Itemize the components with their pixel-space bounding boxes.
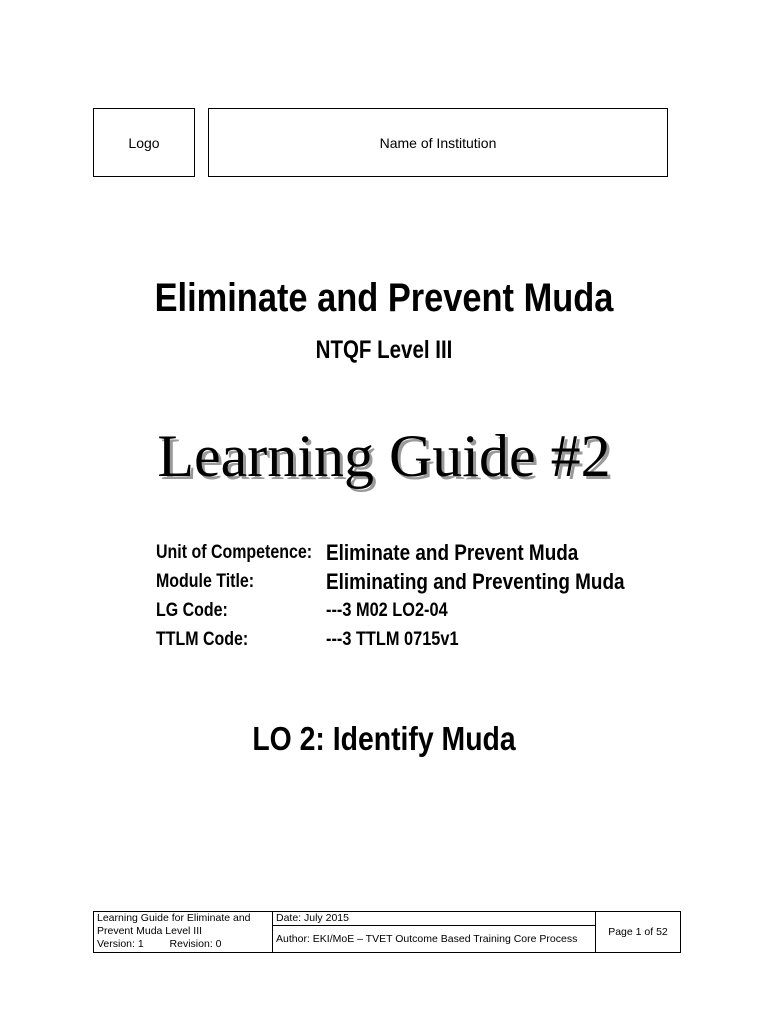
learning-guide-heading: Learning Guide #2	[157, 423, 611, 489]
footer-table	[93, 911, 681, 953]
footer-revision: Revision: 0	[169, 938, 222, 950]
module-metadata	[156, 538, 673, 654]
footer-guide-cell	[94, 912, 273, 953]
footer-guide-line2: Prevent Muda Level III	[97, 925, 203, 937]
meta-row-unit	[156, 538, 673, 567]
logo-label: Logo	[128, 134, 160, 151]
footer-date: Date: July 2015	[273, 912, 596, 926]
module-label: Module Title:	[156, 570, 255, 592]
footer-guide-line1: Learning Guide for Eliminate and	[97, 912, 251, 924]
footer-author: Author: EKI/MoE – TVET Outcome Based Training Core Process	[273, 926, 596, 953]
meta-row-ttlm-code	[156, 625, 673, 654]
ttlm-code-label: TTLM Code:	[156, 628, 249, 650]
footer-page: Page 1 of 52	[596, 912, 681, 953]
meta-row-module	[156, 567, 673, 596]
ttlm-code-value: ---3 TTLM 0715v1	[326, 628, 459, 650]
document-title: Eliminate and Prevent Muda	[154, 276, 614, 320]
institution-label: Name of Institution	[379, 134, 497, 151]
institution-name-box	[208, 108, 668, 177]
unit-value: Eliminate and Prevent Muda	[326, 539, 579, 565]
unit-label: Unit of Competence:	[156, 541, 313, 563]
footer-version: Version: 1	[97, 938, 144, 950]
lg-code-value: ---3 M02 LO2-04	[326, 599, 448, 621]
module-value: Eliminating and Preventing Muda	[326, 568, 625, 594]
learning-outcome-heading: LO 2: Identify Muda	[252, 720, 516, 757]
lg-code-label: LG Code:	[156, 599, 228, 621]
footer-version-line	[97, 938, 269, 951]
logo-placeholder	[93, 108, 195, 177]
document-subtitle: NTQF Level III	[315, 336, 453, 364]
meta-row-lg-code	[156, 596, 673, 625]
